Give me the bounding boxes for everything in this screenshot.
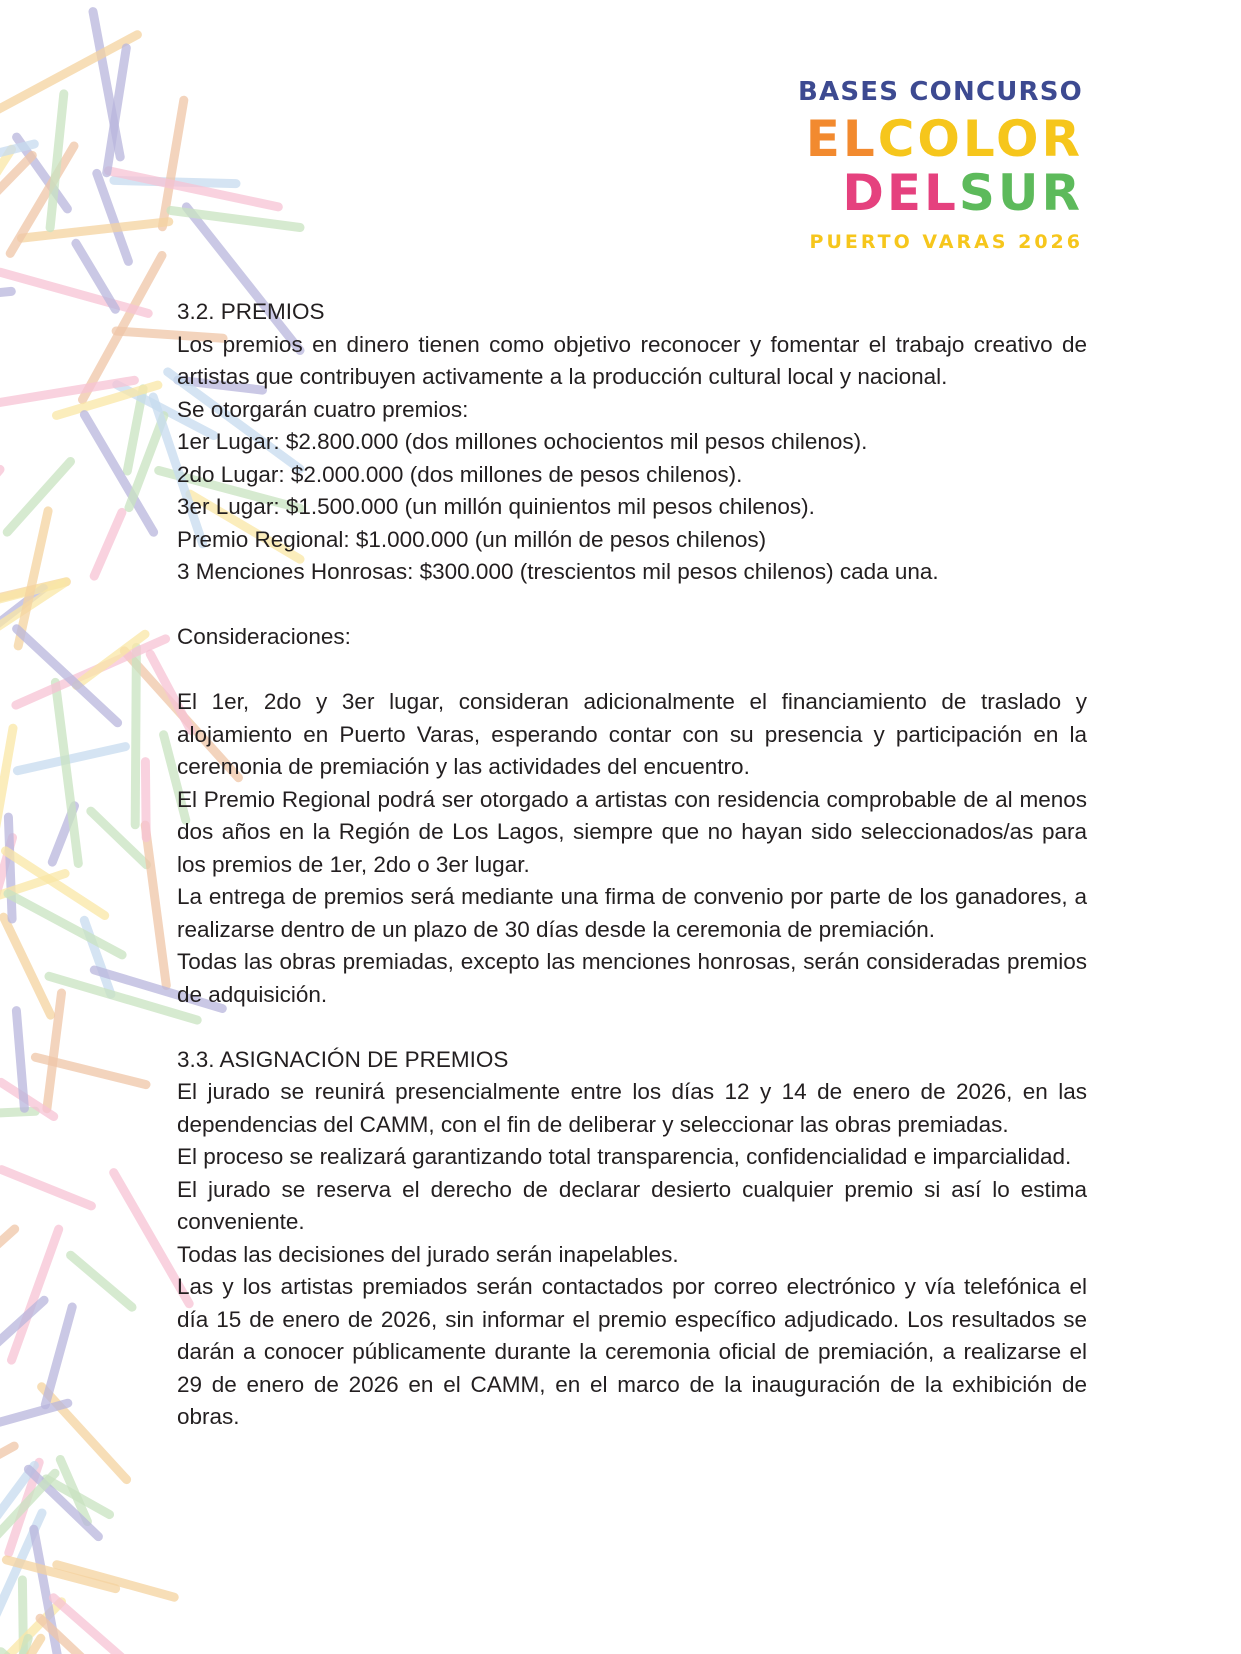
logo-word-sur: SUR	[958, 164, 1083, 222]
confetti-stick	[4, 917, 51, 1015]
confetti-stick	[53, 1598, 203, 1654]
logo-title-row-2	[783, 166, 1083, 220]
consideraciones-paragraph: La entrega de premios será mediante una firma de convenio por parte de los ganadores, a realizarse dentro de un plazo de 30 días desde la ceremonia de premiación.	[177, 884, 1087, 942]
consideraciones-heading: Consideraciones:	[177, 624, 351, 649]
confetti-stick	[45, 1307, 72, 1405]
confetti-stick	[0, 1403, 68, 1442]
consideraciones-paragraph: El 1er, 2do y 3er lugar, consideran adicionalmente el financiamiento de traslado y alojamiento en Puerto Varas, esperando contar con su presencia y participación en la ceremonia de premiación y las actividades del encuentro.	[177, 689, 1087, 779]
confetti-stick	[0, 272, 148, 313]
premios-line: Se otorgarán cuatro premios:	[177, 396, 469, 422]
confetti-stick	[22, 222, 169, 238]
confetti-stick	[84, 920, 111, 994]
logo-word-del: DEL	[842, 164, 959, 222]
section-heading-asignacion: 3.3. ASIGNACIÓN DE PREMIOS	[177, 1046, 509, 1072]
confetti-stick	[97, 173, 129, 261]
asignacion-paragraph: Todas las decisiones del jurado serán inapelables.	[177, 1241, 679, 1267]
confetti-stick	[145, 762, 146, 838]
confetti-stick	[18, 511, 48, 646]
contest-logo	[783, 72, 1083, 260]
confetti-stick	[8, 817, 12, 919]
confetti-stick	[0, 1111, 35, 1115]
asignacion-paragraph: Las y los artistas premiados serán contactados por correo electrónico y vía telefónica el día 15 de enero de 2026, sin informar el premio específico adjudicado. Los resultados se darán a conocer públicamente durante la ceremonia oficial de premiación, a realizarse el 29 de enero de 2026 en el CAMM, en el marco de la inauguración de la exhibición de obras.	[177, 1274, 1087, 1429]
consideraciones-paragraph: El Premio Regional podrá ser otorgado a artistas con residencia comprobable de al menos dos años en la Región de Los Lagos, siempre que no hayan sido seleccionados/as para los premios de 1er, 2do o 3er lugar.	[177, 786, 1087, 877]
confetti-stick	[0, 291, 11, 310]
premios-line: 3er Lugar: $1.500.000 (un millón quinientos mil pesos chilenos).	[177, 494, 815, 519]
asignacion-paragraph: El proceso se realizará garantizando total transparencia, confidencialidad e imparcialidad.	[177, 1144, 1072, 1169]
confetti-stick	[0, 1446, 14, 1475]
confetti-stick	[0, 1229, 15, 1296]
consideraciones-paragraph: Todas las obras premiadas, excepto las menciones honrosas, serán consideradas premios de adquisición.	[177, 949, 1087, 1007]
confetti-stick	[17, 747, 125, 771]
asignacion-paragraph: El jurado se reunirá presencialmente entre los días 12 y 14 de enero de 2026, en las dependencias del CAMM, con el fin de deliberar y seleccionar las obras premiadas.	[177, 1079, 1087, 1137]
logo-word-color: COLOR	[877, 110, 1083, 168]
premios-intro: Los premios en dinero tienen como objetivo reconocer y fomentar el trabajo creativo de artistas que contribuyen activamente a la producción cultural local y nacional.	[177, 331, 1087, 389]
document-body	[177, 296, 1087, 1434]
premios-line: 3 Menciones Honrosas: $300.000 (trescientos mil pesos chilenos) cada una.	[177, 559, 939, 584]
premios-line: 2do Lugar: $2.000.000 (dos millones de pesos chilenos).	[177, 461, 743, 487]
confetti-stick	[8, 894, 122, 955]
logo-subtitle: BASES CONCURSO	[798, 77, 1083, 107]
confetti-stick	[109, 171, 279, 207]
confetti-stick	[2, 1170, 92, 1206]
confetti-stick	[145, 825, 166, 985]
confetti-stick	[94, 512, 122, 576]
asignacion-paragraph: El jurado se reserva el derecho de declarar desierto cualquier premio si así lo estima conveniente.	[177, 1176, 1087, 1234]
confetti-stick	[12, 1229, 59, 1360]
logo-word-el: EL	[805, 110, 878, 168]
logo-location-year: PUERTO VARAS 2026	[809, 231, 1083, 253]
section-heading-premios: 3.2. PREMIOS	[177, 299, 325, 324]
confetti-stick	[0, 1300, 44, 1411]
confetti-stick	[17, 629, 118, 723]
premios-line: Premio Regional: $1.000.000 (un millón de pesos chilenos)	[177, 526, 767, 552]
confetti-stick	[7, 462, 70, 533]
premios-line: 1er Lugar: $2.800.000 (dos millones ochocientos mil pesos chilenos).	[177, 429, 868, 454]
confetti-stick	[71, 1255, 132, 1307]
confetti-stick	[135, 647, 136, 824]
logo-title-row-1	[783, 112, 1083, 166]
confetti-stick	[0, 149, 12, 252]
confetti-stick	[42, 1387, 127, 1480]
